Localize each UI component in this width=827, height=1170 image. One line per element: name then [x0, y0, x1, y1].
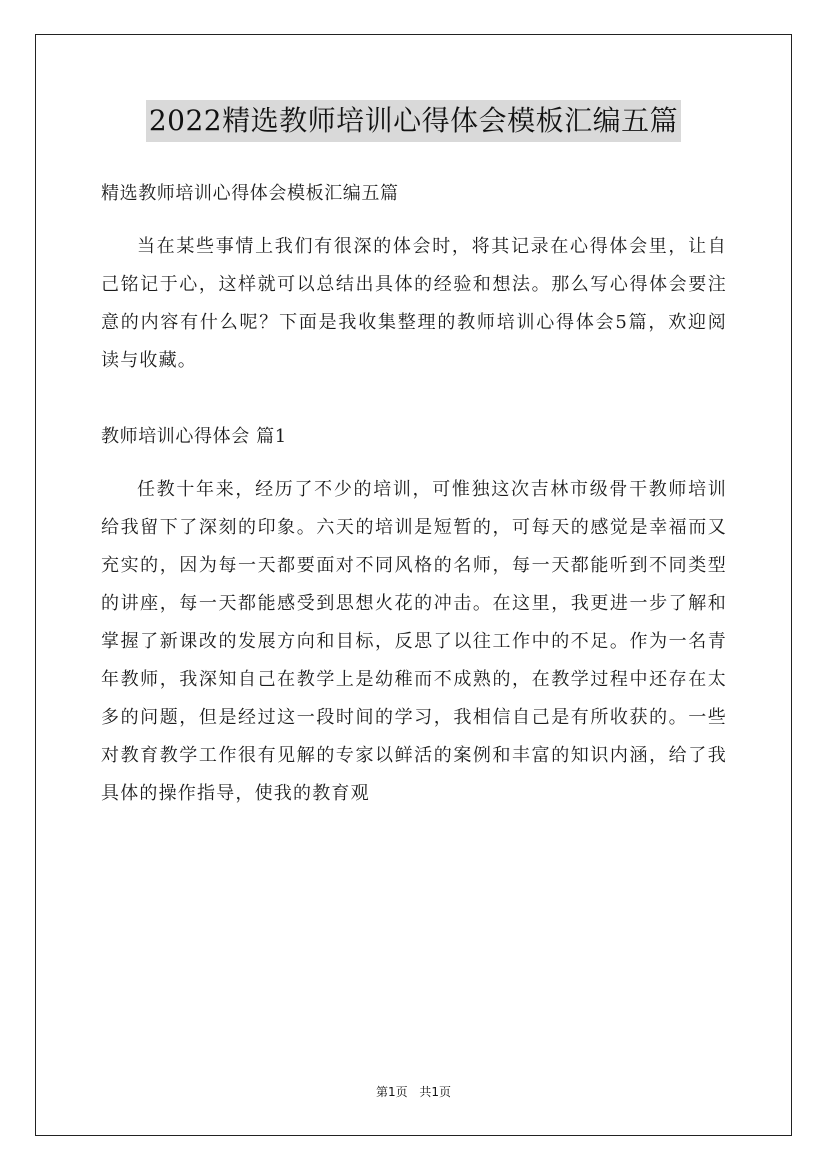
document-subtitle: 精选教师培训心得体会模板汇编五篇: [101, 183, 399, 204]
page-number: 第1页: [375, 1085, 408, 1099]
document-body: [101, 175, 727, 813]
intro-paragraph: 当在某些事情上我们有很深的体会时，将其记录在心得体会里，让自己铭记于心，这样就可以总结出具体的经验和想法。那么写心得体会要注意的内容有什么呢？下面是我收集整理的教师培训心得体会5篇，欢迎阅读与收藏。: [101, 236, 727, 371]
document-title: 2022精选教师培训心得体会模板汇编五篇: [146, 100, 681, 142]
title-container: [0, 100, 827, 142]
page-footer: [0, 1083, 827, 1100]
paragraph-spacer: [101, 380, 727, 418]
page-total: 共1页: [419, 1085, 452, 1099]
section-paragraph: 任教十年来，经历了不少的培训，可惟独这次吉林市级骨干教师培训给我留下了深刻的印象。六天的培训是短暂的，可每天的感觉是幸福而又充实的，因为每一天都要面对不同风格的名师，每一天都能听到不同类型的讲座，每一天都能感受到思想火花的冲击。在这里，我更进一步了解和掌握了新课改的发展方向和目标，反思了以往工作中的不足。作为一名青年教师，我深知自己在教学上是幼稚而不成熟的，在教学过程中还存在太多的问题，但是经过这一段时间的学习，我相信自己是有所收获的。一些对教育教学工作很有见解的专家以鲜活的案例和丰富的知识内涵，给了我具体的操作指导，使我的教育观: [101, 479, 727, 804]
section-heading: 教师培训心得体会 篇1: [101, 426, 287, 447]
